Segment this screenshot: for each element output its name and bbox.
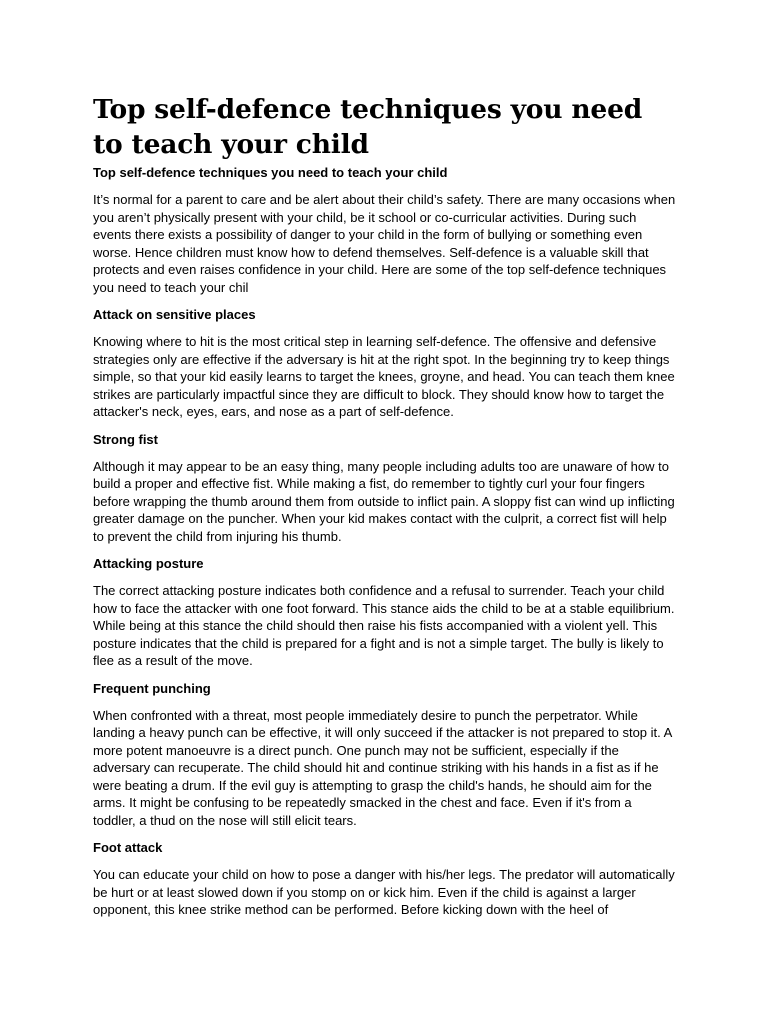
section-heading-frequent-punching: Frequent punching (93, 680, 211, 696)
section-body-sensitive-places: Knowing where to hit is the most critical step in learning self-defence. The offensive and defensive strategies only are effective if the adversary is hit at the right spot. In the beginning try to keep things simple, so that your kid easily learns to target the knees, groyne, and head. You can teach them knee strikes are particularly impactful since they are difficult to block. They should know how to target the attacker's neck, eyes, ears, and nose as a part of self-defence. (93, 334, 675, 419)
document-page (93, 92, 677, 929)
intro-paragraph: It’s normal for a parent to care and be alert about their child’s safety. There are many occasions when you aren’t physically present with your child, be it school or co-curricular activities. During such events there exists a possibility of danger to your child in the form of bullying or something even worse. Hence children must know how to defend themselves. Self-defence is a valuable skill that protects and even raises confidence in your child. Here are some of the top self-defence techniques you need to teach your chil (93, 192, 676, 295)
section-body-frequent-punching: When confronted with a threat, most people immediately desire to punch the perpetrator. While landing a heavy punch can be effective, it will only succeed if the attacker is not prepared to stop it. A more potent manoeuvre is a direct punch. One punch may not be sufficient, especially if the adversary can recuperate. The child should hit and continue striking with his hands in a fist as if he were beating a drum. If the evil guy is attempting to grasp the child's hands, he should aim for the arms. It might be confusing to be repeatedly smacked in the chest and face. Even if it's from a toddler, a thud on the nose will still elicit tears. (93, 707, 672, 828)
section-heading-foot-attack: Foot attack (93, 840, 163, 855)
page-title: Top self-defence techniques you need to teach your child (93, 94, 643, 160)
section-body-foot-attack: You can educate your child on how to pose a danger with his/her legs. The predator will automatically be hurt or at least slowed down if you stomp on or kick him. Even if the child is against a larger opponent, this knee strike method can be performed. Before kicking down with the heel of (93, 867, 675, 917)
page-subtitle: Top self-defence techniques you need to teach your child (93, 165, 448, 180)
section-heading-attacking-posture: Attacking posture (93, 556, 204, 571)
section-body-strong-fist: Although it may appear to be an easy thing, many people including adults too are unaware of how to build a proper and effective fist. While making a fist, do remember to tightly curl your four fingers before wrapping the thumb around them from outside to inflict pain. A sloppy fist can wind up inflicting greater damage on the puncher. When your kid makes contact with the culprit, a correct fist will help to prevent the child from injuring his thumb. (93, 458, 675, 544)
section-heading-sensitive-places: Attack on sensitive places (93, 307, 256, 322)
section-body-attacking-posture: The correct attacking posture indicates both confidence and a refusal to surrender. Teach your child how to face the attacker with one foot forward. This stance aids the child to be at a stable equilibrium. While being at this stance the child should then raise his fists accompanied with a violent yell. This posture indicates that the child is prepared for a fight and is not a simple target. The bully is likely to flee as a result of the move. (93, 583, 675, 668)
section-heading-strong-fist: Strong fist (93, 431, 158, 447)
